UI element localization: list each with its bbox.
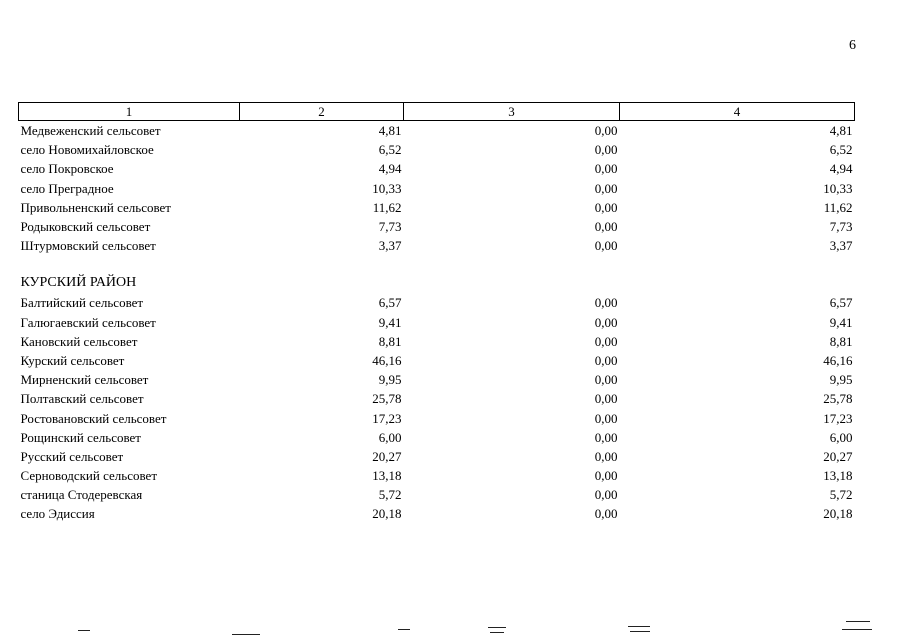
table-row xyxy=(19,179,855,198)
value-cell-col4: 7,73 xyxy=(829,219,853,235)
value-cell-col4: 13,18 xyxy=(823,468,853,484)
value-cell-col2: 3,37 xyxy=(378,238,402,254)
table-row xyxy=(19,351,855,370)
settlement-name-cell: село Покровское xyxy=(20,161,114,177)
value-cell-col4: 4,81 xyxy=(829,123,853,139)
table-row xyxy=(19,198,855,217)
table-row xyxy=(19,293,855,312)
settlement-name-cell: Серноводский сельсовет xyxy=(20,468,157,484)
section-title: КУРСКИЙ РАЙОН xyxy=(20,274,137,290)
table-row xyxy=(19,447,855,466)
value-cell-col2: 11,62 xyxy=(372,199,402,215)
table-row xyxy=(19,332,855,351)
settlement-name-cell: Привольненский сельсовет xyxy=(20,199,171,215)
value-cell-col3: 0,00 xyxy=(594,468,618,484)
value-cell-col4: 20,18 xyxy=(823,506,853,522)
settlement-name-cell: Мирненский сельсовет xyxy=(20,372,149,388)
scan-mark xyxy=(78,630,90,631)
value-cell-col3: 0,00 xyxy=(594,219,618,235)
value-cell-col3: 0,00 xyxy=(594,161,618,177)
value-cell-col2: 10,33 xyxy=(372,180,402,196)
column-header: 1 xyxy=(19,103,240,121)
value-cell-col2: 7,73 xyxy=(378,219,402,235)
table-group-1 xyxy=(19,121,855,256)
value-cell-col4: 9,95 xyxy=(829,372,853,388)
value-cell-col3: 0,00 xyxy=(594,448,618,464)
scan-mark xyxy=(488,627,506,628)
value-cell-col2: 20,27 xyxy=(372,448,402,464)
value-cell-col2: 25,78 xyxy=(372,391,402,407)
value-cell-col2: 8,81 xyxy=(378,333,402,349)
value-cell-col4: 3,37 xyxy=(829,238,853,254)
table-row xyxy=(19,217,855,236)
settlement-name-cell: Полтавский сельсовет xyxy=(20,391,144,407)
spacer-row xyxy=(19,255,855,269)
value-cell-col3: 0,00 xyxy=(594,372,618,388)
value-cell-col2: 5,72 xyxy=(378,487,402,503)
settlement-name-cell: станица Стодеревская xyxy=(20,487,143,503)
table-row xyxy=(19,466,855,485)
value-cell-col4: 6,57 xyxy=(829,295,853,311)
value-cell-col2: 20,18 xyxy=(372,506,402,522)
settlement-name-cell: Штурмовский сельсовет xyxy=(20,238,156,254)
table-group-2 xyxy=(19,293,855,523)
value-cell-col3: 0,00 xyxy=(594,314,618,330)
value-cell-col4: 5,72 xyxy=(829,487,853,503)
scan-mark xyxy=(490,632,504,633)
value-cell-col4: 25,78 xyxy=(823,391,853,407)
scan-mark xyxy=(398,629,410,630)
value-cell-col4: 17,23 xyxy=(823,410,853,426)
value-cell-col2: 4,94 xyxy=(378,161,402,177)
table-row xyxy=(19,428,855,447)
table-row xyxy=(19,370,855,389)
value-cell-col2: 4,81 xyxy=(378,123,402,139)
table-row xyxy=(19,504,855,523)
value-cell-col2: 6,52 xyxy=(378,142,402,158)
value-cell-col2: 6,00 xyxy=(378,429,402,445)
settlement-name-cell: Курский сельсовет xyxy=(20,352,125,368)
value-cell-col2: 9,41 xyxy=(378,314,402,330)
value-cell-col3: 0,00 xyxy=(594,391,618,407)
settlement-name-cell: Родыковский сельсовет xyxy=(20,219,151,235)
value-cell-col3: 0,00 xyxy=(594,123,618,139)
value-cell-col3: 0,00 xyxy=(594,295,618,311)
value-cell-col3: 0,00 xyxy=(594,429,618,445)
settlement-name-cell: Балтийский сельсовет xyxy=(20,295,144,311)
table-row xyxy=(19,121,855,141)
table-row xyxy=(19,313,855,332)
allocation-table xyxy=(18,102,855,524)
settlement-name-cell: Русский сельсовет xyxy=(20,448,124,464)
value-cell-col3: 0,00 xyxy=(594,487,618,503)
scan-mark xyxy=(842,629,872,630)
column-header: 2 xyxy=(240,103,404,121)
settlement-name-cell: Галюгаевский сельсовет xyxy=(20,314,156,330)
value-cell-col4: 9,41 xyxy=(829,314,853,330)
scan-mark xyxy=(846,621,870,622)
scan-mark xyxy=(232,634,260,635)
value-cell-col2: 9,95 xyxy=(378,372,402,388)
value-cell-col4: 46,16 xyxy=(823,352,853,368)
settlement-name-cell: Кановский сельсовет xyxy=(20,333,138,349)
table-row xyxy=(19,140,855,159)
value-cell-col3: 0,00 xyxy=(594,180,618,196)
value-cell-col2: 13,18 xyxy=(372,468,402,484)
table-header-row xyxy=(19,103,855,121)
value-cell-col4: 6,52 xyxy=(829,142,853,158)
value-cell-col3: 0,00 xyxy=(594,199,618,215)
value-cell-col2: 46,16 xyxy=(372,352,402,368)
scan-mark xyxy=(630,631,650,632)
table-row xyxy=(19,389,855,408)
page-number: 6 xyxy=(849,38,856,53)
value-cell-col3: 0,00 xyxy=(594,333,618,349)
value-cell-col4: 4,94 xyxy=(829,161,853,177)
table-row xyxy=(19,236,855,255)
column-header: 4 xyxy=(620,103,855,121)
settlement-name-cell: село Эдиссия xyxy=(20,506,95,522)
table-row xyxy=(19,408,855,427)
table-row xyxy=(19,485,855,504)
value-cell-col4: 11,62 xyxy=(823,199,853,215)
settlement-name-cell: село Преградное xyxy=(20,180,114,196)
value-cell-col3: 0,00 xyxy=(594,142,618,158)
value-cell-col4: 20,27 xyxy=(823,448,853,464)
value-cell-col4: 6,00 xyxy=(829,429,853,445)
table-row xyxy=(19,159,855,178)
scan-mark xyxy=(628,626,650,627)
settlement-name-cell: село Новомихайловское xyxy=(20,142,154,158)
value-cell-col4: 10,33 xyxy=(823,180,853,196)
settlement-name-cell: Ростовановский сельсовет xyxy=(20,410,167,426)
value-cell-col4: 8,81 xyxy=(829,333,853,349)
value-cell-col3: 0,00 xyxy=(594,410,618,426)
value-cell-col2: 17,23 xyxy=(372,410,402,426)
value-cell-col3: 0,00 xyxy=(594,238,618,254)
value-cell-col3: 0,00 xyxy=(594,506,618,522)
column-header: 3 xyxy=(404,103,620,121)
section-block xyxy=(19,255,855,293)
section-row xyxy=(19,269,855,293)
value-cell-col3: 0,00 xyxy=(594,352,618,368)
value-cell-col2: 6,57 xyxy=(378,295,402,311)
settlement-name-cell: Медвеженский сельсовет xyxy=(20,123,161,139)
settlement-name-cell: Рощинский сельсовет xyxy=(20,429,141,445)
